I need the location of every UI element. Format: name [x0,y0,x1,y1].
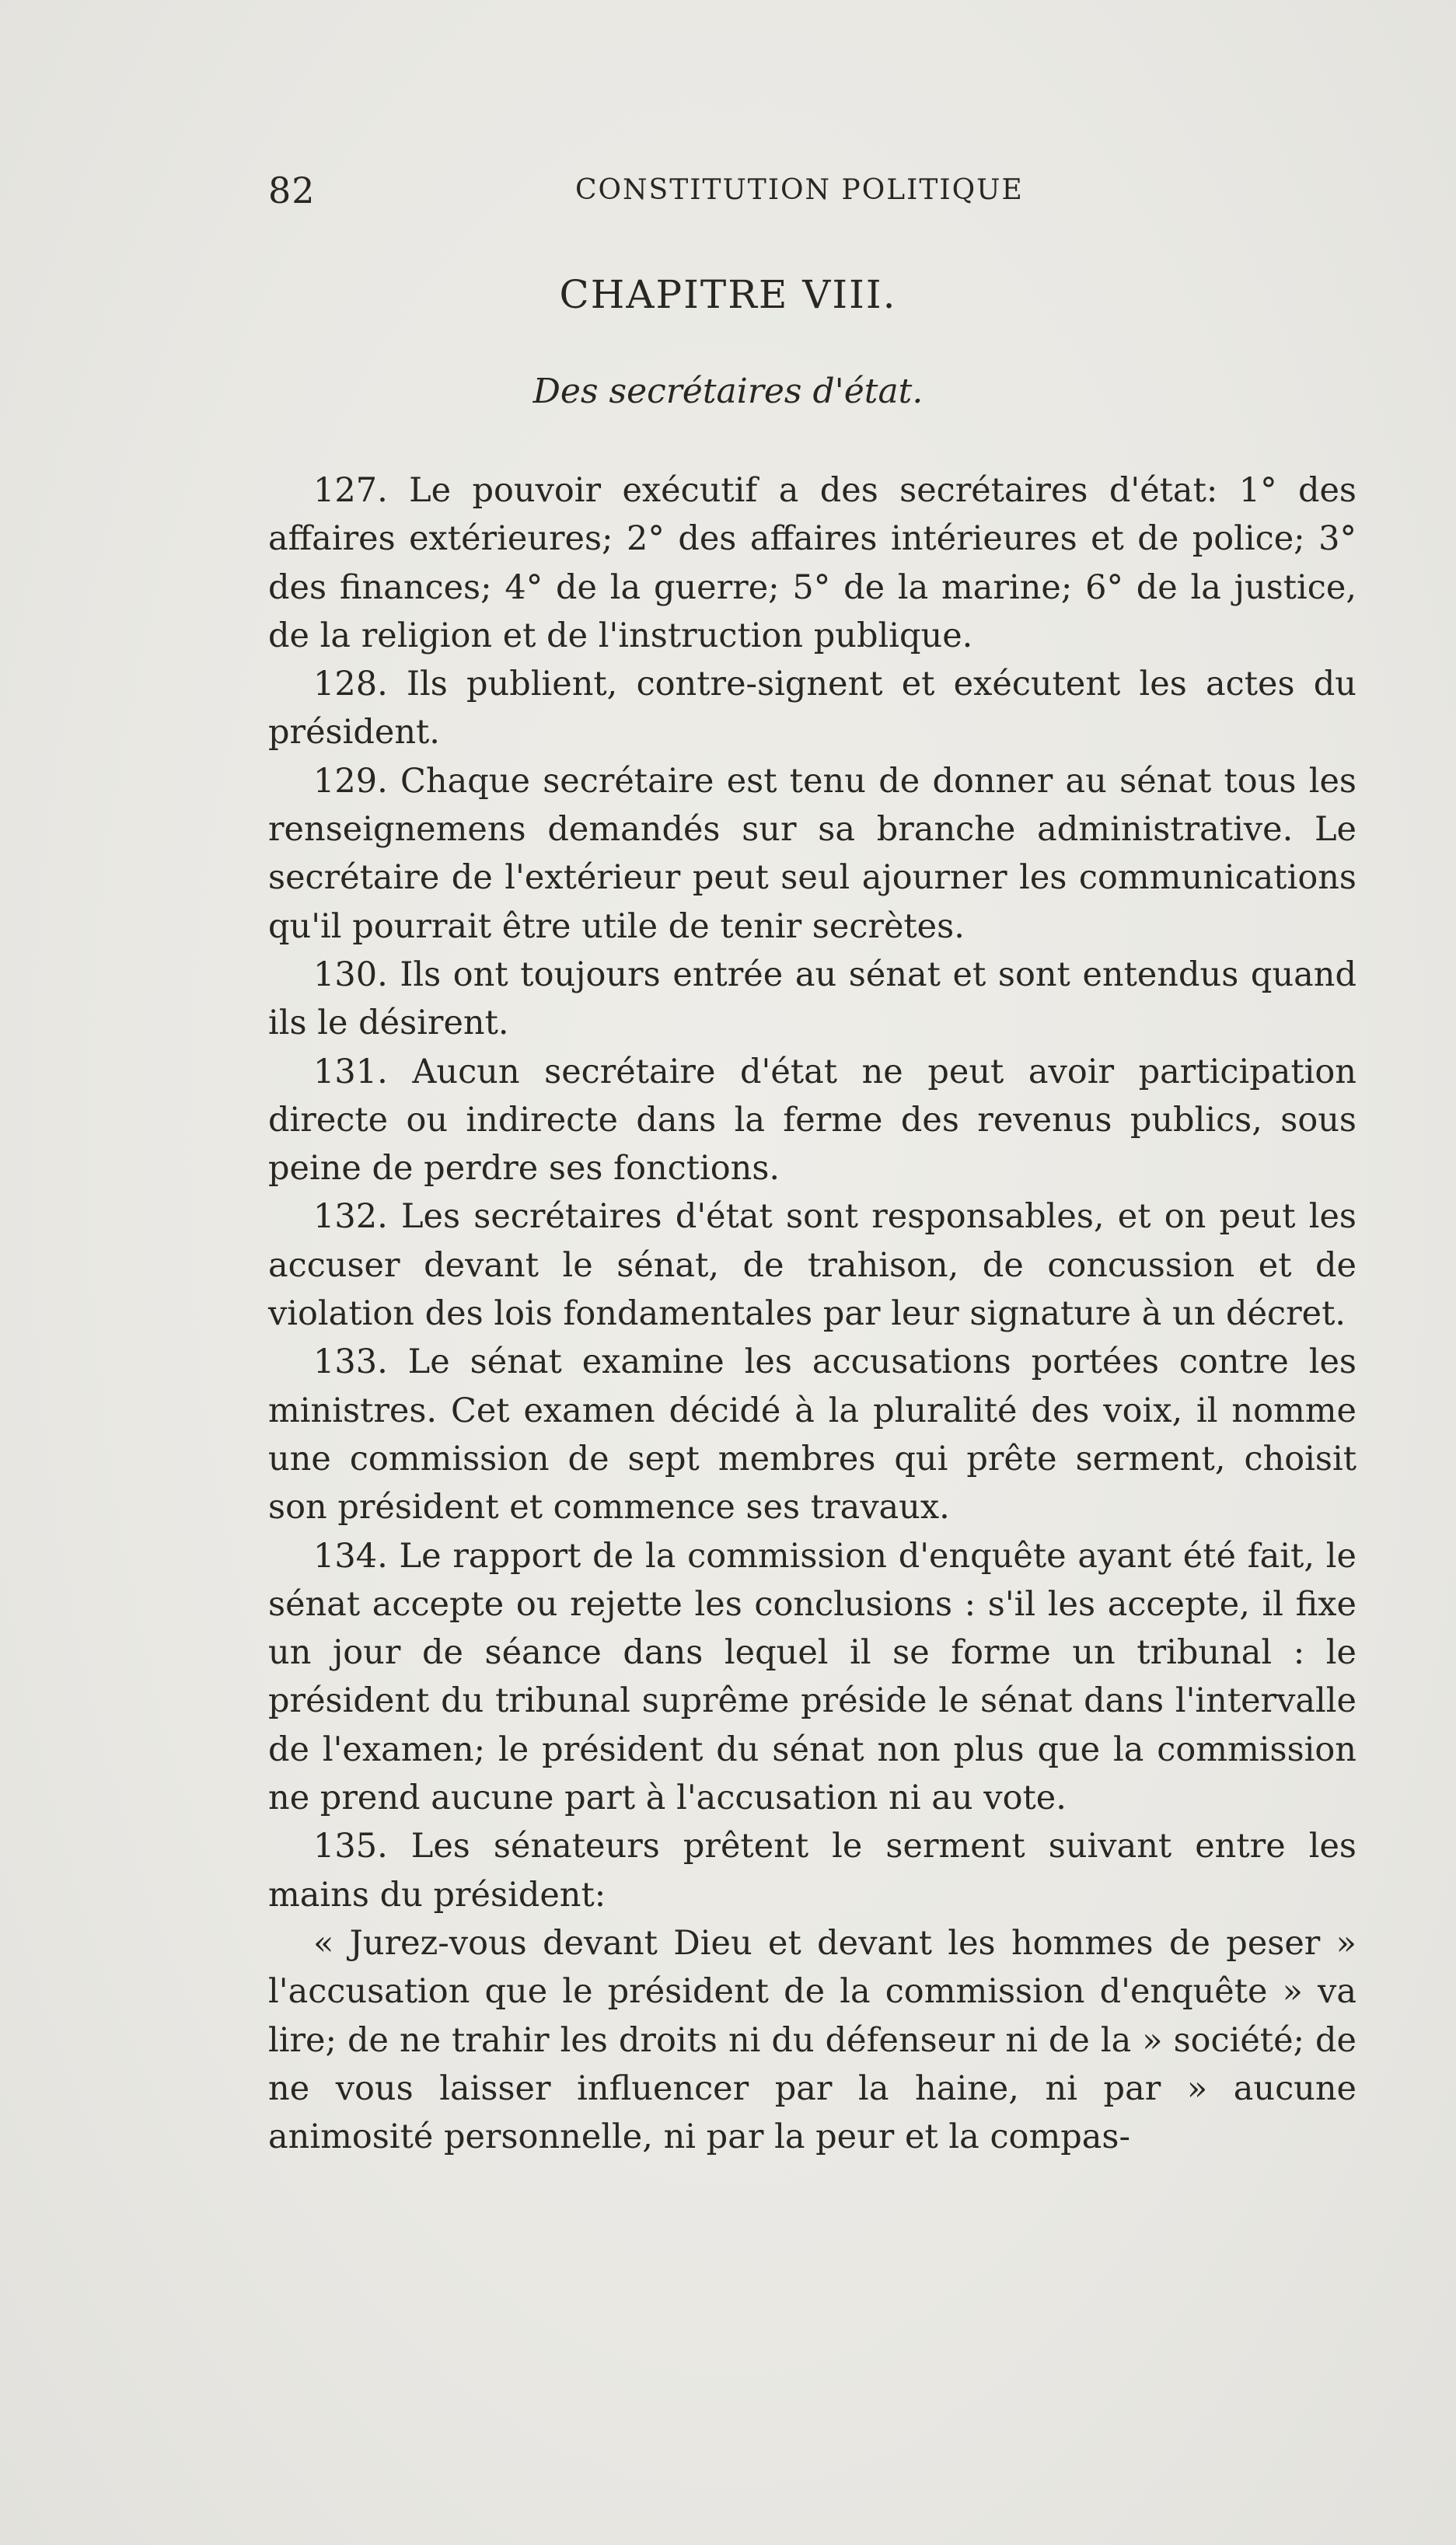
article-130: 130. Ils ont toujours entrée au sénat et sont entendus quand ils le désirent. [268,955,1356,1043]
article-129: 129. Chaque secrétaire est tenu de donner au sénat tous les renseignemens demandés sur sa branche administrative. Le secrétaire de l'extérieur peut seul ajourner les communications qu'il pourrait être utile de tenir secrètes. [268,761,1356,946]
article-127: 127. Le pouvoir exécutif a des secrétaires d'état: 1° des affaires extérieures; 2° des affaires intérieures et de police; 3° des finances; 4° de la guerre; 5° de la marine; 6° de la justice, de la religion et de l'instruction publique. [268,471,1356,655]
article-131: 131. Aucun secrétaire d'état ne peut avoir participation directe ou indirecte dans la ferme des revenus publics, sous peine de perdre ses fonctions. [268,1052,1356,1189]
article-135: 135. Les sénateurs prêtent le serment suivant entre les mains du président: [268,1827,1356,1915]
article-132: 132. Les secrétaires d'état sont responsables, et on peut les accuser devant le sénat, de trahison, de concussion et de violation des lois fondamentales par leur signature à un décret. [268,1197,1356,1334]
section-title: Des secrétaires d'état. [532,372,924,411]
page-number: 82 [268,169,316,211]
article-134: 134. Le rapport de la commission d'enquête ayant été fait, le sénat accepte ou rejette les conclusions : s'il les accepte, il fixe un jour de séance dans lequel il se forme un tribunal : le président du tribunal suprême préside le sénat dans l'intervalle de l'examen; le président du sénat non plus que la commission ne prend aucune part à l'accusation ni au vote. [268,1536,1356,1818]
article-133: 133. Le sénat examine les accusations portées contre les ministres. Cet examen décidé à la pluralité des voix, il nomme une commission de sept membres qui prête serment, choisit son président et commence ses travaux. [268,1342,1356,1527]
chapter-title: CHAPITRE VIII. [559,272,897,317]
page-header [268,169,1356,216]
running-title: CONSTITUTION POLITIQUE [575,174,1024,206]
body-text [268,466,1356,2161]
oath-quote: « Jurez-vous devant Dieu et devant les hommes de peser » l'accusation que le président de la commission d'enquête » va lire; de ne trahir les droits ni du défenseur ni de la » société; de ne vous laisser influencer par la haine, ni par » aucune animosité personnelle, ni par la peur et la compas- [268,1923,1356,2157]
article-128: 128. Ils publient, contre-signent et exécutent les actes du président. [268,665,1356,752]
